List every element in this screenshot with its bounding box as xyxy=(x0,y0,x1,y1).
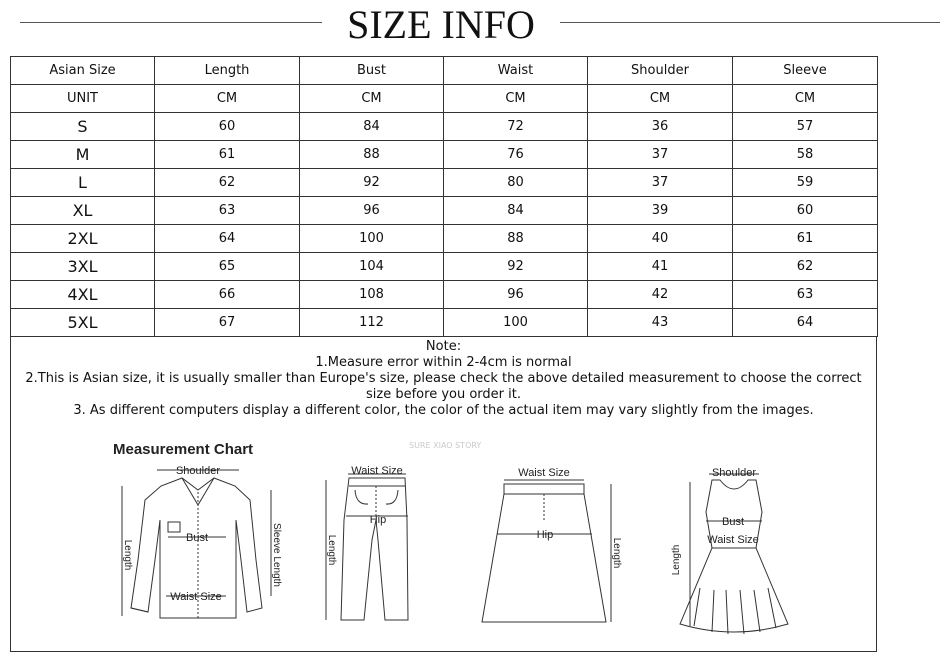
skirt-waist-label: Waist Size xyxy=(518,467,570,479)
table-cell: 43 xyxy=(588,309,733,337)
table-cell: 66 xyxy=(155,281,300,309)
table-cell: 58 xyxy=(733,141,878,169)
table-cell: 60 xyxy=(733,197,878,225)
dress-length-label: Length xyxy=(671,544,682,576)
table-cell: Length xyxy=(155,57,300,85)
table-cell: S xyxy=(11,113,155,141)
table-cell: 96 xyxy=(444,281,588,309)
shirt-bust-label: Bust xyxy=(185,532,209,544)
table-cell: 5XL xyxy=(11,309,155,337)
table-cell: 39 xyxy=(588,197,733,225)
table-cell: 63 xyxy=(733,281,878,309)
table-cell: 84 xyxy=(300,113,444,141)
measurement-chart-title: Measurement Chart xyxy=(113,441,254,458)
table-cell: Bust xyxy=(300,57,444,85)
table-cell: 80 xyxy=(444,169,588,197)
table-cell: 64 xyxy=(155,225,300,253)
shirt-shoulder-label: Shoulder xyxy=(175,465,221,477)
table-cell: 67 xyxy=(155,309,300,337)
table-cell: 64 xyxy=(733,309,878,337)
table-cell: 36 xyxy=(588,113,733,141)
pants-diagram xyxy=(326,474,408,620)
table-cell: Shoulder xyxy=(588,57,733,85)
table-cell: 92 xyxy=(300,169,444,197)
table-cell: 72 xyxy=(444,113,588,141)
table-cell: UNIT xyxy=(11,85,155,113)
note-line-2: 2.This is Asian size, it is usually smaller than Europe's size, please check the above detailed measurement to choose the correct size before you order it. xyxy=(25,371,862,402)
page-title: SIZE INFO xyxy=(347,2,535,47)
dress-bust-label: Bust xyxy=(721,516,745,528)
table-cell: 92 xyxy=(444,253,588,281)
watermark: SURE XIAO STORY xyxy=(409,441,482,450)
table-cell: 42 xyxy=(588,281,733,309)
table-cell: CM xyxy=(733,85,878,113)
table-cell: 61 xyxy=(733,225,878,253)
table-cell: 63 xyxy=(155,197,300,225)
skirt-hip-label: Hip xyxy=(536,529,554,541)
table-cell: L xyxy=(11,169,155,197)
dress-shoulder-label: Shoulder xyxy=(711,467,757,479)
shirt-waist-label: Waist Size xyxy=(170,591,222,603)
table-cell: 100 xyxy=(444,309,588,337)
table-cell: 59 xyxy=(733,169,878,197)
table-cell: 88 xyxy=(300,141,444,169)
table-cell: 108 xyxy=(300,281,444,309)
table-cell: 2XL xyxy=(11,225,155,253)
table-cell: 37 xyxy=(588,169,733,197)
table-cell: 41 xyxy=(588,253,733,281)
table-cell: 65 xyxy=(155,253,300,281)
dress-waist-label: Waist Size xyxy=(707,534,759,546)
table-cell: 60 xyxy=(155,113,300,141)
table-cell: Asian Size xyxy=(11,57,155,85)
table-cell: 40 xyxy=(588,225,733,253)
table-cell: 57 xyxy=(733,113,878,141)
table-cell: CM xyxy=(444,85,588,113)
table-cell: Waist xyxy=(444,57,588,85)
note-line-1: 1.Measure error within 2-4cm is normal xyxy=(315,355,572,370)
table-cell: M xyxy=(11,141,155,169)
pants-length-label: Length xyxy=(326,534,337,566)
note-line-3: 3. As different computers display a different color, the color of the actual item may vary slightly from the images. xyxy=(73,403,814,418)
skirt-length-label: Length xyxy=(611,537,622,569)
table-cell: 62 xyxy=(733,253,878,281)
table-cell: CM xyxy=(155,85,300,113)
notes-heading: Note: xyxy=(425,339,462,354)
dress-diagram xyxy=(680,474,788,634)
table-cell: 84 xyxy=(444,197,588,225)
table-cell: 104 xyxy=(300,253,444,281)
table-cell: CM xyxy=(300,85,444,113)
table-cell: Sleeve xyxy=(733,57,878,85)
table-cell: 3XL xyxy=(11,253,155,281)
pants-waist-label: Waist Size xyxy=(351,465,403,477)
table-cell: 37 xyxy=(588,141,733,169)
table-cell: 62 xyxy=(155,169,300,197)
shirt-length-label: Length xyxy=(122,539,133,571)
table-cell: XL xyxy=(11,197,155,225)
pants-hip-label: Hip xyxy=(369,514,387,526)
table-cell: 61 xyxy=(155,141,300,169)
table-cell: 96 xyxy=(300,197,444,225)
table-cell: 100 xyxy=(300,225,444,253)
table-cell: 88 xyxy=(444,225,588,253)
skirt-diagram xyxy=(482,480,611,622)
table-cell: 4XL xyxy=(11,281,155,309)
shirt-sleeve-label: Sleeve Length xyxy=(271,523,282,587)
table-cell: 76 xyxy=(444,141,588,169)
table-cell: CM xyxy=(588,85,733,113)
table-cell: 112 xyxy=(300,309,444,337)
